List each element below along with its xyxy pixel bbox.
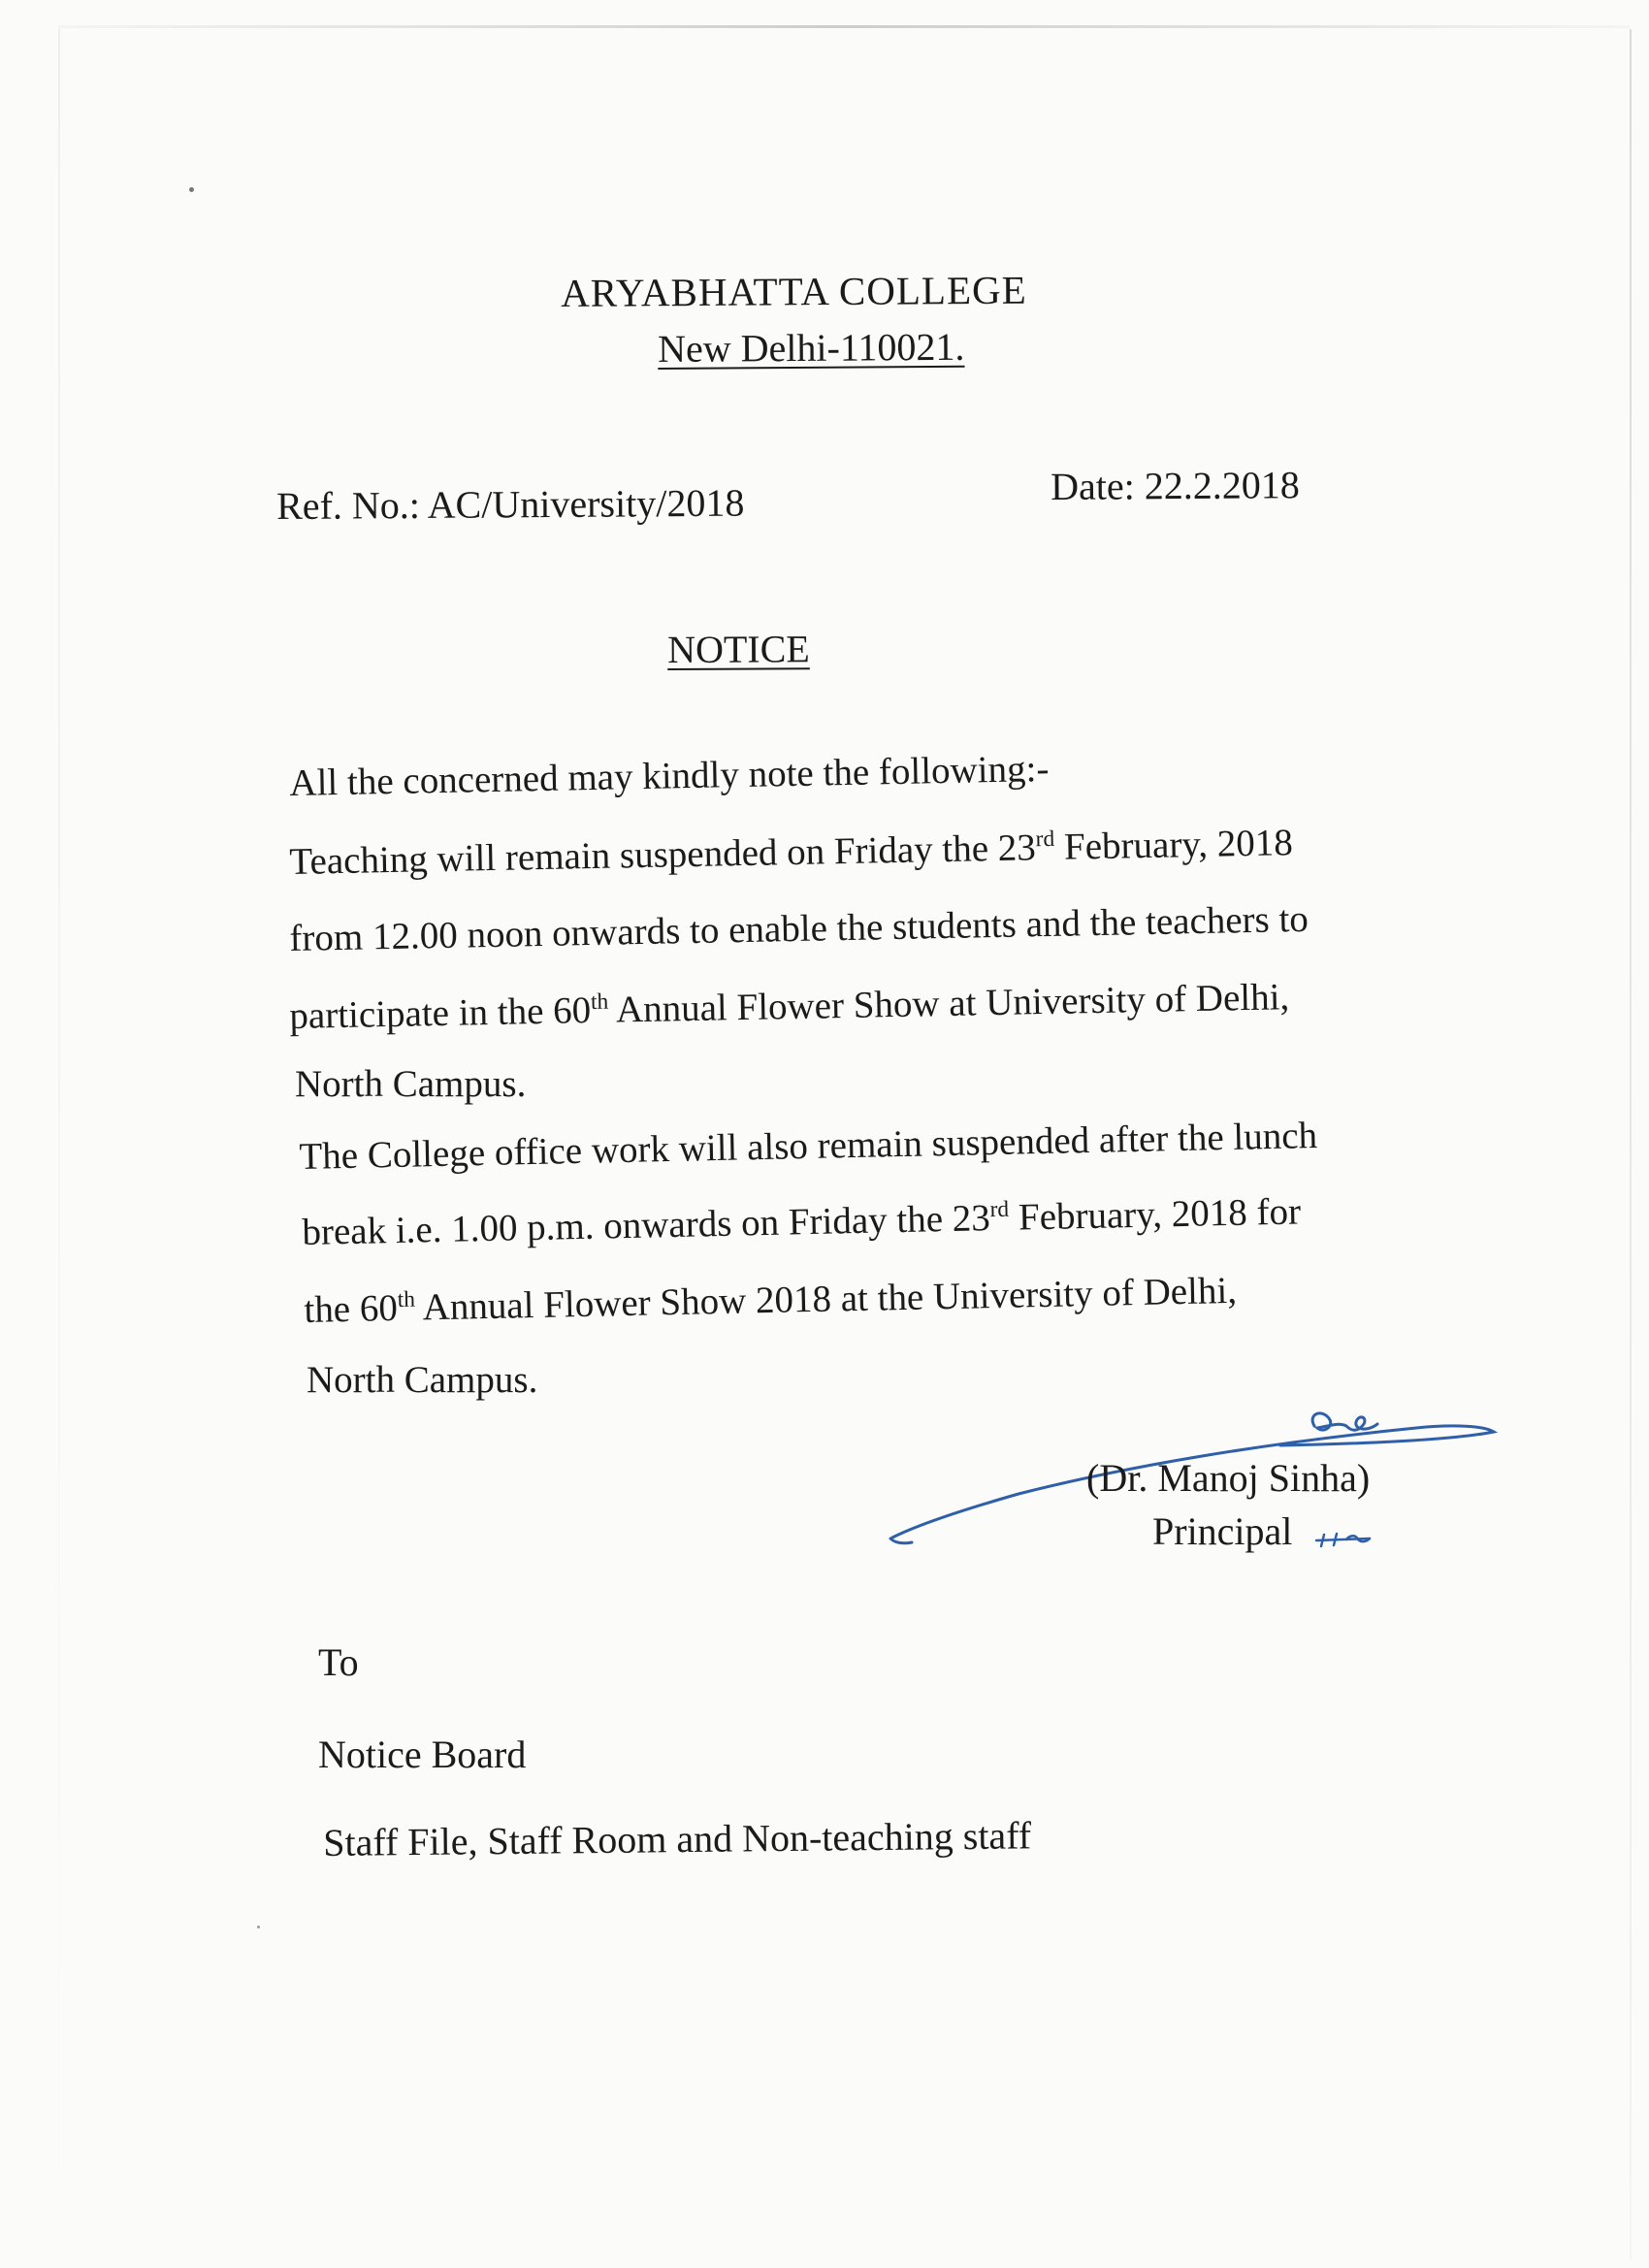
notice-line: North Campus.	[307, 1359, 538, 1401]
scan-left-edge	[58, 29, 60, 2260]
scan-speck	[189, 187, 194, 192]
distribution-recipient: Notice Board	[318, 1733, 527, 1776]
notice-heading: NOTICE	[667, 627, 810, 671]
signatory-name: (Dr. Manoj Sinha)	[1086, 1456, 1371, 1500]
scan-speck	[257, 1926, 260, 1928]
scan-top-edge	[58, 25, 1630, 28]
scan-right-edge	[1630, 29, 1632, 2260]
notice-line: participate in the 60th Annual Flower Show at University of Delhi,	[289, 976, 1290, 1037]
notice-line: the 60th Annual Flower Show 2018 at the University of Delhi,	[304, 1269, 1238, 1331]
college-address: New Delhi-110021.	[658, 324, 965, 371]
notice-line: The College office work will also remain suspended after the lunch	[299, 1115, 1318, 1178]
signatory-title: Principal	[1152, 1509, 1293, 1553]
notice-date: Date: 22.2.2018	[1051, 463, 1300, 508]
reference-number: Ref. No.: AC/University/2018	[276, 480, 745, 528]
notice-line: Teaching will remain suspended on Friday the 23rd February, 2018	[289, 822, 1294, 883]
notice-line: from 12.00 noon onwards to enable the students and the teachers to	[289, 897, 1310, 959]
notice-line: All the concerned may kindly note the following:-	[289, 747, 1050, 804]
notice-line: North Campus.	[295, 1063, 527, 1105]
distribution-to-label: To	[318, 1640, 359, 1684]
college-name: ARYABHATTA COLLEGE	[561, 267, 1027, 315]
notice-line: break i.e. 1.00 p.m. onwards on Friday the 23rd February, 2018 for	[302, 1190, 1302, 1253]
distribution-recipient: Staff File, Staff Room and Non-teaching staff	[323, 1813, 1032, 1864]
